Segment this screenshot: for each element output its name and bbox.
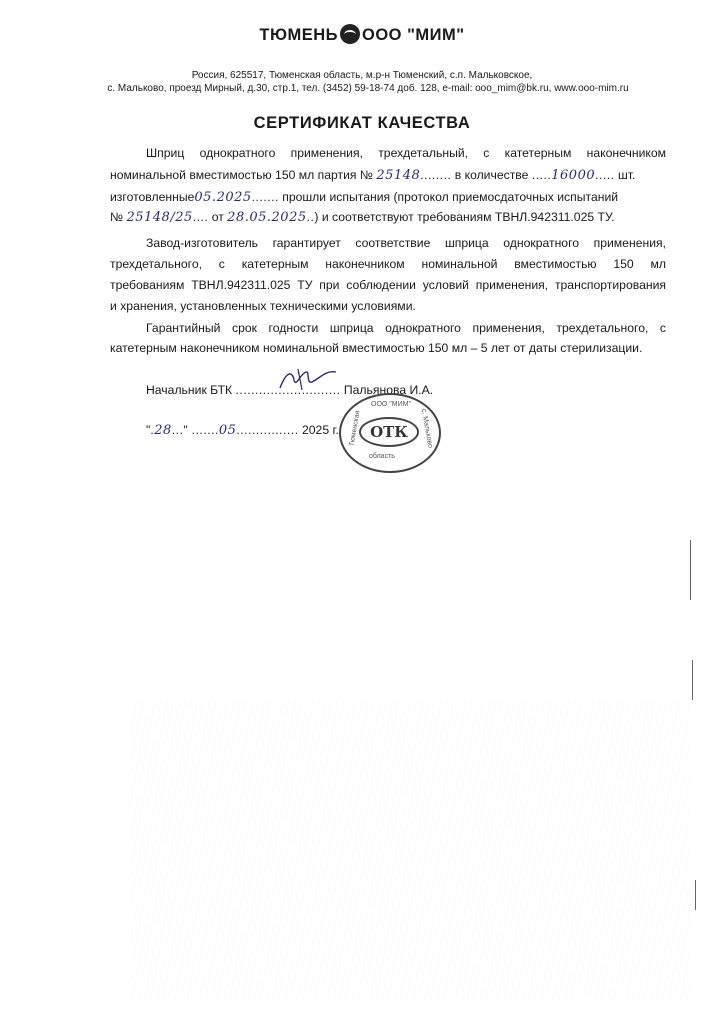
logo-company: ООО "МИМ" <box>362 26 465 44</box>
otk-stamp <box>339 393 441 473</box>
p2-line1: Завод-изготовитель гарантирует соответствие шприца однократного применения, <box>146 236 666 250</box>
manufacture-date: 05.2025 <box>194 190 252 205</box>
protocol-date: 28.05.2025 <box>227 210 307 225</box>
p1-line2-text-c: шт. <box>617 168 636 182</box>
date-day: 28 <box>154 423 172 438</box>
p1-line2: номинальной вместимостью 150 мл партия № 25148........ в количестве .....16000..... шт. <box>110 168 636 183</box>
handwritten-signature <box>276 366 340 394</box>
p1-line4: № 25148/25.... от 28.05.2025..) и соответствуют требованиям ТВНЛ.942311.025 ТУ. <box>110 210 615 225</box>
protocol-number: 25148/25 <box>126 210 193 225</box>
globe-icon <box>340 24 360 44</box>
logo-city: ТЮМЕНЬ <box>259 26 339 44</box>
p1-line3-text-b: прошли испытания (протокол приемосдаточных испытаний <box>282 190 619 204</box>
scan-mark <box>692 660 693 700</box>
p3-line2: катетерным наконечником номинальной вместимостью 150 мл – 5 лет от даты стерилизации. <box>110 341 643 355</box>
p1-line4-text-b: от <box>211 210 224 224</box>
stamp-ring-bottom: область <box>369 453 395 460</box>
batch-number: 25148 <box>376 168 421 183</box>
signature-name: Пальянова И.А. <box>343 383 434 397</box>
scan-mark <box>695 880 696 910</box>
signature-role: Начальник БТК <box>146 383 233 397</box>
scan-noise <box>130 700 690 1000</box>
stamp-center: ОТК <box>359 417 419 447</box>
date-line: ".28..." .......05................ 2025 г. <box>146 423 339 438</box>
p1-line3: изготовленные05.2025....... прошли испытания (протокол приемосдаточных испытаний <box>110 190 619 205</box>
company-logo <box>0 24 724 45</box>
stamp-ring-left: Тюменская <box>348 410 362 447</box>
p1-line4-text-c: ) и соответствуют требованиям ТВНЛ.942311.025 ТУ. <box>314 210 615 224</box>
address-line-1: Россия, 625517, Тюменская область, м.р-н Тюменский, с.п. Мальковское, <box>191 70 533 81</box>
p2-line3: требованиям ТВНЛ.942311.025 ТУ при соблюдении условий применения, транспортирования <box>110 278 666 292</box>
date-year: 2025 г. <box>301 423 339 437</box>
stamp-ring-top: ООО "МИМ" <box>371 401 411 408</box>
p3-line1: Гарантийный срок годности шприца однократного применения, трехдетального, с <box>146 321 666 335</box>
document-title: СЕРТИФИКАТ КАЧЕСТВА <box>253 114 471 132</box>
date-month: 05 <box>218 423 237 438</box>
signature-line: Начальник БТК ........................... Пальянова И.А. <box>146 383 434 397</box>
quantity: 16000 <box>551 168 596 183</box>
p2-line4: и хранения, установленных техническими условиями. <box>110 299 416 313</box>
p1-line4-text-a: № <box>110 210 124 224</box>
p1-line2-text-b: в количестве <box>454 168 529 182</box>
p1-line2-text-a: номинальной вместимостью 150 мл партия № <box>110 168 373 182</box>
p1-line3-text-a: изготовленные <box>110 190 195 204</box>
address-line-2: с. Мальково, проезд Мирный, д.30, стр.1, тел. (3452) 59-18-74 доб. 128, e-mail: ooo_mim@bk.ru, www.ooo-mim.ru <box>107 83 629 94</box>
p1-line1: Шприц однократного применения, трехдетальный, с катетерным наконечником <box>146 146 666 160</box>
scan-mark <box>690 540 691 600</box>
p2-line2: трехдетального, с катетерным наконечником номинальной вместимостью 150 мл <box>110 257 666 271</box>
stamp-ring-right: с. Мальково <box>419 408 434 449</box>
